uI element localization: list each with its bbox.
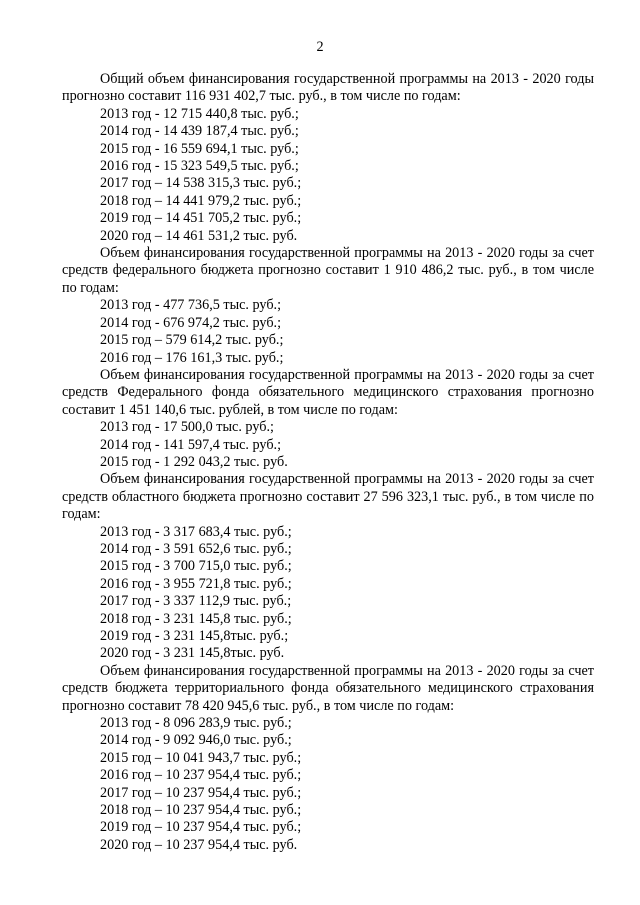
year-funding-line: 2017 год – 14 538 315,3 тыс. руб.; (100, 175, 302, 192)
year-funding-line: 2017 год – 10 237 954,4 тыс. руб.; (100, 784, 302, 801)
year-funding-line: 2013 год - 477 736,5 тыс. руб.; (100, 297, 282, 314)
year-funding-line: 2014 год - 3 591 652,6 тыс. руб.; (100, 540, 292, 557)
year-funding-line: 2019 год - 3 231 145,8тыс. руб.; (100, 628, 289, 644)
year-funding-line: 2014 год - 676 974,2 тыс. руб.; (100, 314, 282, 331)
year-funding-line: 2015 год - 16 559 694,1 тыс. руб.; (100, 140, 299, 157)
paragraph: Общий объем финансирования государственной программы на 2013 - 2020 годы прогнозно составит 116 931 402,7 тыс. руб., в том числе по годам: (62, 71, 594, 105)
year-funding-line: 2013 год - 17 500,0 тыс. руб.; (100, 419, 274, 436)
year-funding-line: 2016 год – 10 237 954,4 тыс. руб.; (100, 767, 302, 784)
year-funding-line: 2019 год – 10 237 954,4 тыс. руб.; (100, 819, 302, 836)
year-funding-line: 2018 год - 3 231 145,8 тыс. руб.; (100, 610, 292, 627)
paragraph: Объем финансирования государственной программы на 2013 - 2020 годы за счет средств Федерального фонда обязательного медицинского страхования прогнозно составит 1 451 140,6 тыс. рублей, в том числе по годам: (62, 366, 594, 418)
document-body (62, 71, 594, 854)
year-funding-line: 2013 год - 12 715 440,8 тыс. руб.; (100, 105, 299, 122)
year-funding-line: 2016 год – 176 161,3 тыс. руб.; (100, 349, 284, 366)
year-funding-line: 2014 год - 9 092 946,0 тыс. руб.; (100, 732, 292, 749)
year-funding-line: 2020 год – 14 461 531,2 тыс. руб. (100, 227, 298, 244)
year-funding-line: 2016 год - 15 323 549,5 тыс. руб.; (100, 158, 299, 175)
paragraph: Объем финансирования государственной программы на 2013 - 2020 годы за счет средств федерального бюджета прогнозно составит 1 910 486,2 тыс. руб., в том числе по годам: (62, 245, 594, 296)
year-funding-line: 2013 год - 3 317 683,4 тыс. руб.; (100, 523, 292, 540)
year-funding-line: 2013 год - 8 096 283,9 тыс. руб.; (100, 715, 292, 732)
year-funding-line: 2020 год - 3 231 145,8тыс. руб. (100, 645, 285, 662)
year-funding-line: 2015 год - 1 292 043,2 тыс. руб. (100, 453, 288, 470)
year-funding-line: 2016 год - 3 955 721,8 тыс. руб.; (100, 575, 292, 592)
year-funding-line: 2015 год - 3 700 715,0 тыс. руб.; (100, 558, 292, 575)
year-funding-line: 2018 год – 14 441 979,2 тыс. руб.; (100, 192, 302, 209)
year-funding-line: 2015 год – 10 041 943,7 тыс. руб.; (100, 749, 302, 766)
year-funding-line: 2014 год - 14 439 187,4 тыс. руб.; (100, 123, 299, 140)
paragraph: Объем финансирования государственной программы на 2013 - 2020 годы за счет средств областного бюджета прогнозно составит 27 596 323,1 тыс. руб., в том числе по годам: (62, 471, 594, 523)
year-funding-line: 2020 год – 10 237 954,4 тыс. руб. (100, 836, 298, 853)
year-funding-line: 2018 год – 10 237 954,4 тыс. руб.; (100, 802, 302, 819)
year-funding-line: 2015 год – 579 614,2 тыс. руб.; (100, 332, 284, 349)
year-funding-line: 2014 год - 141 597,4 тыс. руб.; (100, 436, 282, 453)
page-number: 2 (316, 39, 324, 55)
paragraph: Объем финансирования государственной программы на 2013 - 2020 годы за счет средств бюджета территориального фонда обязательного медицинского страхования прогнозно составит 78 420 945,6 тыс. руб., в том числе по годам: (62, 662, 594, 714)
year-funding-line: 2019 год – 14 451 705,2 тыс. руб.; (100, 210, 302, 227)
year-funding-line: 2017 год - 3 337 112,9 тыс. руб.; (100, 593, 292, 610)
